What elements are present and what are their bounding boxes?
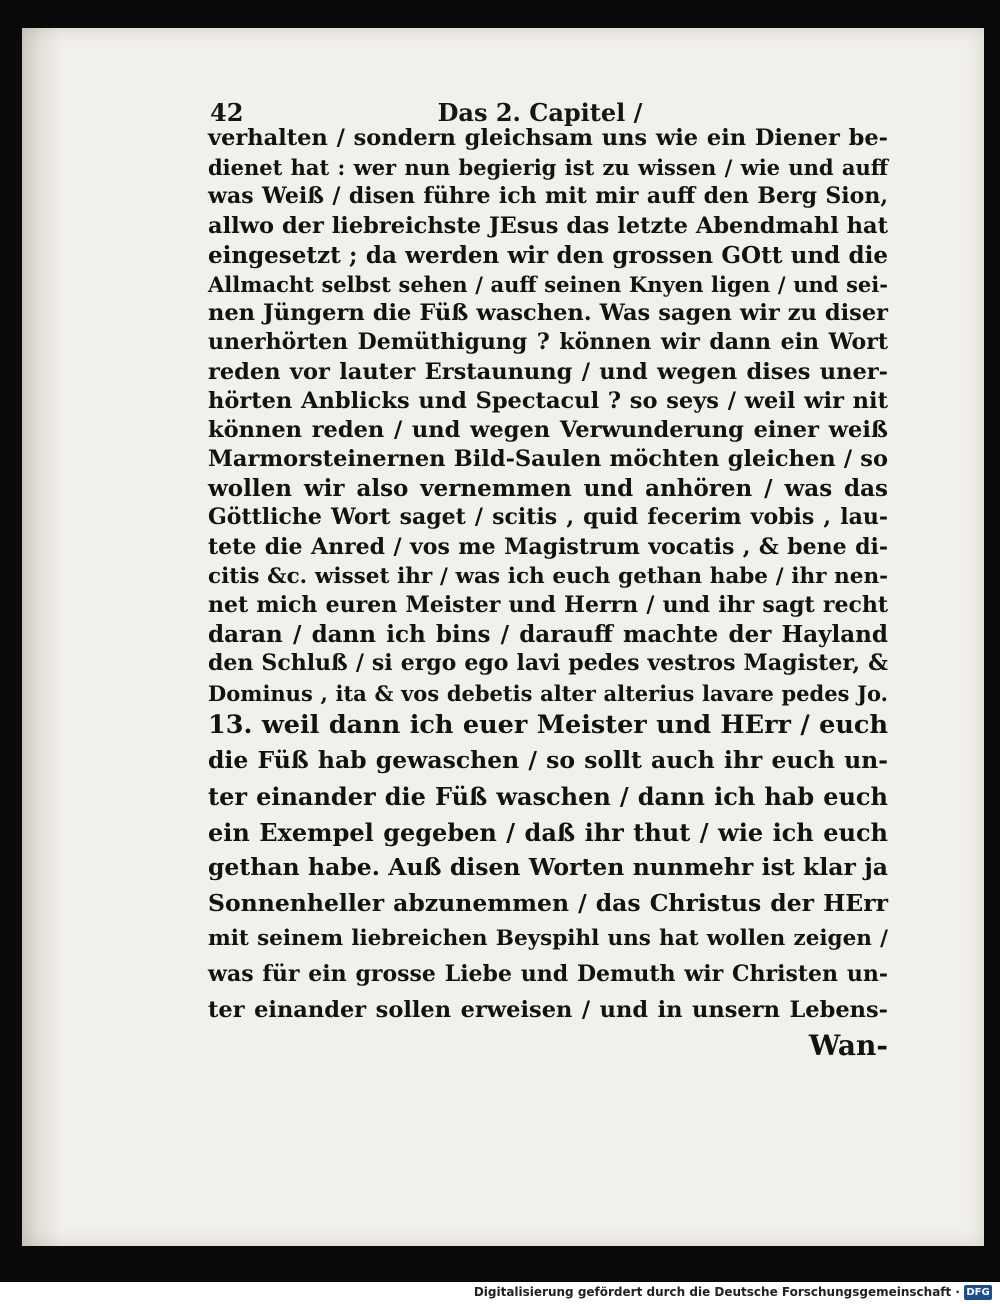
dfg-logo: DFG [964,1285,992,1300]
text-line: citis &c. wisset ihr / was ich euch gethan habe / ihr nen- [208,563,888,589]
text-line: Allmacht selbst sehen / auff seinen Knyen ligen / und sei- [208,271,888,297]
running-head: Das 2. Capitel / [437,98,643,127]
text-line: nen Jüngern die Füß waschen. Was sagen wir zu diser [208,300,888,327]
text-line: Sonnenheller abzunemmen / das Christus der HErr [208,888,888,917]
text-line: hörten Anblicks und Spectacul ? so seys / weil wir nit [208,387,888,414]
text-line: verhalten / sondern gleichsam uns wie ein Diener be- [208,125,888,151]
text-line: net mich euren Meister und Herrn / und ihr sagt recht [208,592,888,618]
text-line: wollen wir also vernemmen und anhören / was das [208,475,888,503]
text-line: was Weiß / disen führe ich mit mir auff den Berg Sion, [208,183,888,210]
text-line: Marmorsteinernen Bild-Saulen möchten gleichen / so [208,446,888,473]
text-line: daran / dann ich bins / darauff machte der Hayland [208,621,888,649]
text-line: 13. weil dann ich euer Meister und HErr / euch [208,709,888,740]
footer-credit: Digitalisierung gefördert durch die Deutsche Forschungsgemeinschaft · [473,1285,960,1299]
text-line: die Füß hab gewaschen / so sollt auch ihr euch un- [208,746,888,775]
text-line: ein Exempel gegeben / daß ihr thut / wie ich euch [208,817,888,847]
text-line: was für ein grosse Liebe und Demuth wir Christen un- [208,960,888,987]
text-line: eingesetzt ; da werden wir den grossen GOtt und die [208,241,888,269]
text-line: tete die Anred / vos me Magistrum vocatis , & bene di- [208,533,888,560]
gutter-shadow [22,28,62,1246]
text-line: dienet hat : wer nun begierig ist zu wissen / wie und auff [208,155,888,181]
text-line: allwo der liebreichste JEsus das letzte Abendmahl hat [208,212,888,239]
text-line: mit seinem liebreichen Beyspihl uns hat wollen zeigen / [208,926,888,952]
text-line: unerhörten Demüthigung ? können wir dann ein Wort [208,329,888,356]
digitization-footer [0,1282,1000,1304]
text-line: ter einander sollen erweisen / und in unsern Lebens- [208,996,888,1023]
text-line: können reden / und wegen Verwunderung einer weiß [208,416,888,443]
catchword: Wan- [808,1029,888,1063]
text-line: reden vor lauter Erstaunung / und wegen dises uner- [208,358,888,385]
text-line: gethan habe. Auß disen Worten nunmehr ist klar ja [208,853,888,882]
page-number: 42 [210,98,244,127]
text-line: ter einander die Füß waschen / dann ich hab euch [208,781,888,811]
body-text [208,124,888,1064]
text-line: Dominus , ita & vos debetis alter alterius lavare pedes Jo. [208,680,888,706]
text-line: Göttliche Wort saget / scitis , quid fecerim vobis , lau- [208,504,888,531]
text-line: den Schluß / si ergo ego lavi pedes vestros Magister, & [208,650,888,677]
